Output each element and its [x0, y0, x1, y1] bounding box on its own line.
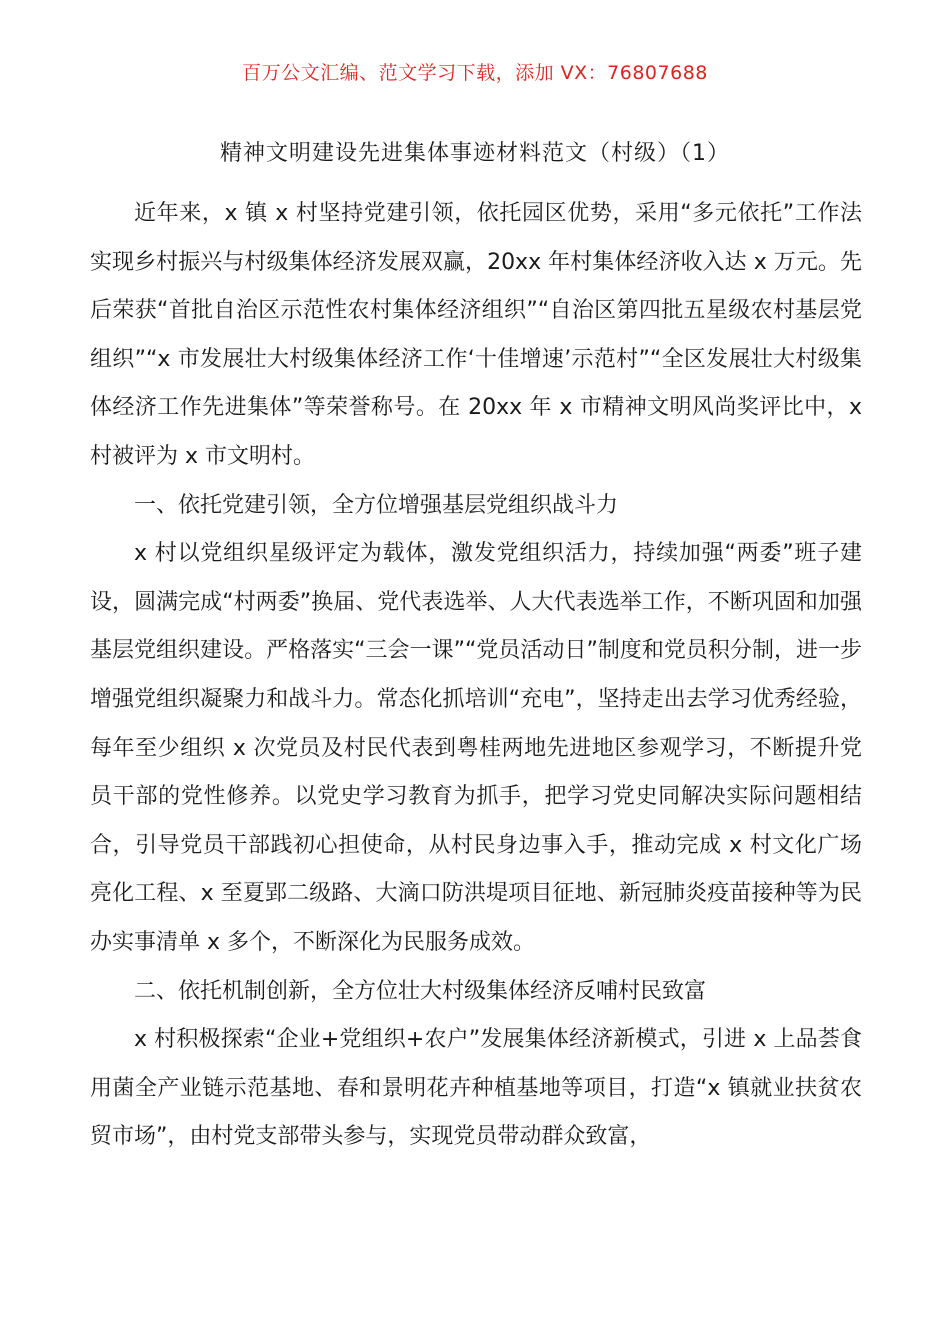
section-heading-2: 二、依托机制创新，全方位壮大村级集体经济反哺村民致富: [134, 978, 707, 1004]
paragraph-intro: 近年来，x 镇 x 村坚持党建引领，依托园区优势，采用“多元依托”工作法实现乡村振兴与村级集体经济发展双赢，20xx 年村集体经济收入达 x 万元。先后荣获“首批自治区示范性农村集体经济组织”“自治区第四批五星级农村基层党组织”“x 市发展壮大村级集体经济工作‘十佳增速’示范村”“全区发展壮大村级集体经济工作先进集体”等荣誉称号。在 20xx 年 x 市精神文明风尚奖评比中，x 村被评为 x 市文明村。: [90, 201, 862, 469]
paragraph-section-2: x 村积极探索“企业+党组织+农户”发展集体经济新模式，引进 x 上品荟食用菌全产业链示范基地、春和景明花卉种植基地等项目，打造“x 镇就业扶贫农贸市场”，由村党支部带头参与，实现党员带动群众致富，: [90, 1027, 862, 1150]
watermark-banner: 百万公文汇编、范文学习下载，添加 VX：76807688: [242, 62, 708, 84]
document-title: 精神文明建设先进集体事迹材料范文（村级）（1）: [220, 141, 730, 166]
document-body: [90, 190, 862, 1162]
section-heading-1: 一、依托党建引领，全方位增强基层党组织战斗力: [134, 492, 619, 518]
paragraph-section-1: x 村以党组织星级评定为载体，激发党组织活力，持续加强“两委”班子建设，圆满完成“村两委”换届、党代表选举、人大代表选举工作，不断巩固和加强基层党组织建设。严格落实“三会一课”“党员活动日”制度和党员积分制，进一步增强党组织凝聚力和战斗力。常态化抓培训“充电”，坚持走出去学习优秀经验，每年至少组织 x 次党员及村民代表到粤桂两地先进地区参观学习，不断提升党员干部的党性修养。以党史学习教育为抓手，把学习党史同解决实际问题相结合，引导党员干部践初心担使命，从村民身边事入手，推动完成 x 村文化广场亮化工程、x 至夏郢二级路、大滴口防洪堤项目征地、新冠肺炎疫苗接种等为民办实事清单 x 多个，不断深化为民服务成效。: [90, 541, 862, 955]
